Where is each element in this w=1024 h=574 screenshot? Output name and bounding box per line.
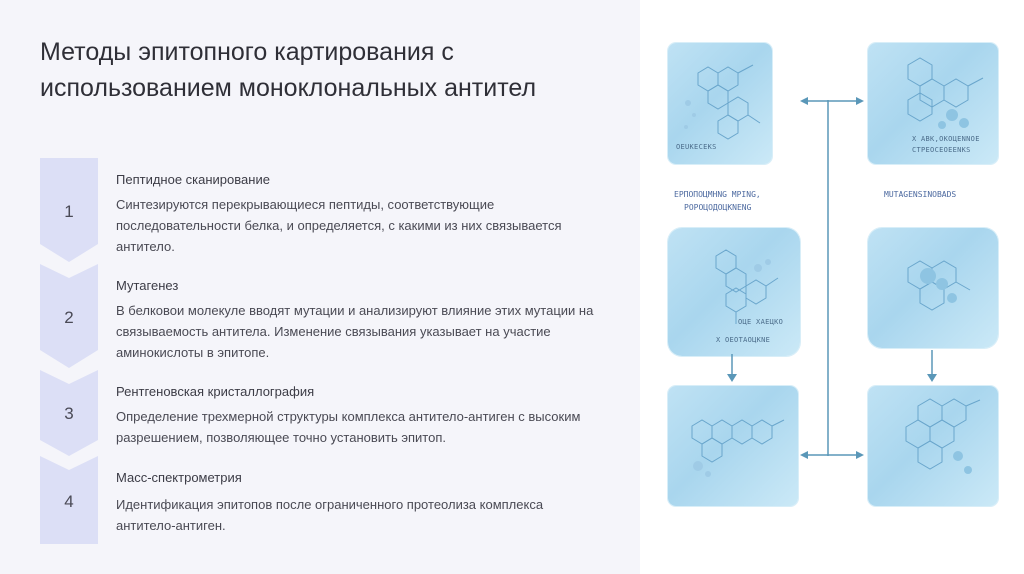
step-description: Определение трехмерной структуры комплекса антитело-антиген с высоким разрешением, позволяющее точно установить эпитоп. — [116, 409, 581, 445]
tile-caption: Х ОЕОТАОЦКNЕ — [716, 336, 771, 344]
method-label: МUТАGЕNSINОВАDS — [884, 190, 957, 199]
step-2 — [40, 264, 600, 368]
method-label: ЕРПОПОЦМНNG МРING, — [674, 190, 761, 199]
molecule-tile-middle-right — [868, 228, 998, 348]
tile-caption: СТРЕОСЕОЕЕNКS — [912, 146, 971, 154]
step-title: Пептидное сканирование — [116, 172, 270, 187]
step-number: 3 — [64, 404, 74, 423]
double-arrow-top-icon — [800, 94, 864, 108]
down-arrow-right-icon — [926, 350, 938, 382]
step-title: Мутагенез — [116, 278, 179, 293]
method-label: РОРОЦОДОЦКNЕNG — [684, 203, 752, 212]
molecule-tile-middle-left — [668, 228, 800, 356]
down-arrow-left-icon — [726, 354, 738, 382]
step-description: Синтезируются перекрывающиеся пептиды, соответствующие последовательности белка, и определяется, с какими из них связывается антитело. — [116, 197, 562, 254]
illustration-panel — [640, 0, 1024, 574]
tile-caption: X АВК,ОКОЦЕNNОЕ — [912, 135, 980, 143]
step-number: 2 — [64, 308, 74, 327]
step-3 — [40, 370, 600, 456]
step-number: 1 — [64, 202, 74, 221]
double-arrow-bottom-icon — [800, 448, 864, 462]
molecule-tile-top-right — [868, 43, 998, 164]
tile-caption: ОЕUКЕСЕКS — [676, 143, 717, 151]
step-description: Идентификация эпитопов после ограниченного протеолиза комплекса антитело-антиген. — [116, 497, 544, 533]
page-title: Методы эпитопного картирования с использованием моноклональных антител — [40, 38, 537, 102]
step-title: Рентгеновская кристаллография — [116, 384, 315, 399]
step-title: Масс-спектрометрия — [116, 470, 242, 485]
vertical-connector — [826, 100, 830, 456]
step-4 — [40, 456, 600, 544]
molecule-tile-top-left — [668, 43, 772, 164]
molecule-tile-bottom-right — [868, 386, 998, 506]
molecule-tile-bottom-left — [668, 386, 798, 506]
step-description: В белковои молекуле вводят мутации и анализируют влияние этих мутации на связываемость антитела. Изменение связывания указывает на участие аминокислоты в эпитопе. — [116, 303, 594, 360]
step-1 — [40, 158, 600, 262]
step-number: 4 — [64, 492, 74, 511]
tile-caption: ОЦЕ ХАЕЦКО — [738, 318, 784, 326]
